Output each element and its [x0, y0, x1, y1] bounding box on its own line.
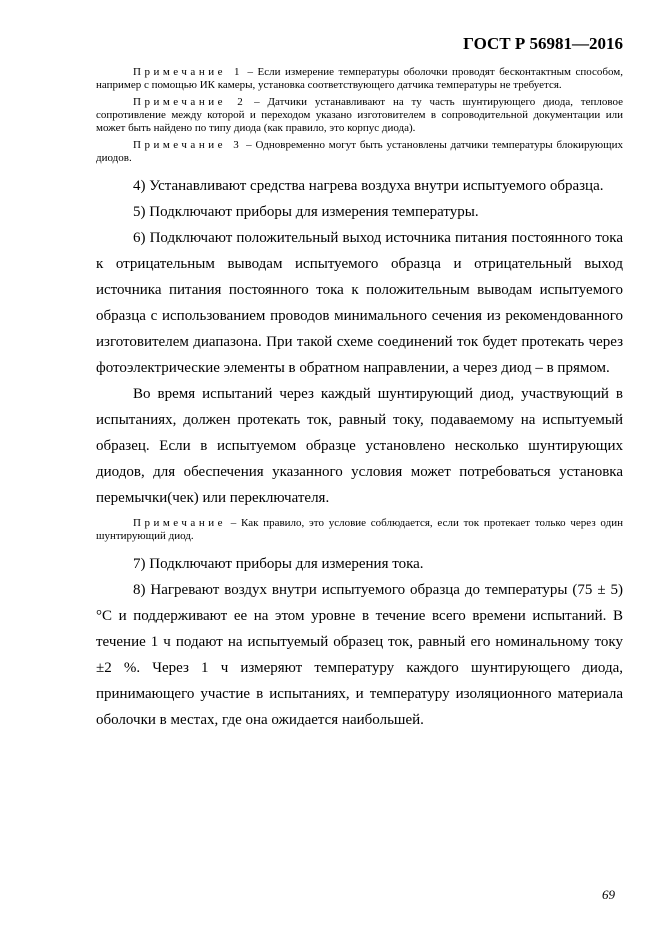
- note-text: Датчики устанавливают на ту часть шунтирующего диода, тепловое сопротивление между которой и переходом указано изготовителем в сопроводительной документации или может быть найдено по типу диода (как правило, это корпус диода).: [96, 96, 623, 134]
- note-dash: –: [242, 139, 256, 151]
- page-body: [96, 66, 623, 733]
- note-dash: –: [225, 517, 242, 529]
- note-middle: [96, 517, 623, 543]
- document-header: ГОСТ Р 56981—2016: [463, 34, 623, 53]
- step-5: 5) Подключают приборы для измерения температуры.: [133, 204, 479, 220]
- note-label: Примечание: [133, 517, 226, 529]
- step-8: 8) Нагревают воздух внутри испытуемого образца до температуры (75 ± 5) °С и поддерживают ее на этом уровне в течение всего времени испытаний. В течение 1 ч подают на испытуемый образец ток, равный его номинальному току ±2 %. Через 1 ч измеряют температуру каждого шунтирующего диода, принимающего участие в испытаниях, и температуру изоляционного материала оболочки в местах, где она ожидается наибольшей.: [96, 582, 623, 728]
- note-3: [96, 139, 623, 165]
- note-dash: –: [246, 96, 268, 108]
- paragraph-diode-current: Во время испытаний через каждый шунтирующий диод, участвующий в испытаниях, должен протекать ток, равный току, подаваемому на испытуемый образец. Если в испытуемом образце установлено несколько шунтирующих диодов, для обеспечения указанного условия может потребоваться установка перемычки(чек) или переключателя.: [96, 386, 623, 506]
- note-text: Как правило, это условие соблюдается, если ток протекает только через один шунтирующий диод.: [96, 517, 623, 542]
- note-text: Одновременно могут быть установлены датчики температуры блокирующих диодов.: [96, 139, 623, 164]
- step-4: 4) Устанавливают средства нагрева воздуха внутри испытуемого образца.: [133, 178, 604, 194]
- note-label: Примечание 2: [133, 96, 247, 108]
- note-label: Примечание 1: [133, 66, 243, 78]
- note-dash: –: [243, 66, 258, 78]
- note-1: [96, 66, 623, 92]
- step-6: 6) Подключают положительный выход источника питания постоянного тока к отрицательным выводам испытуемого образца и отрицательный выход источника питания постоянного тока к положительным выводам испытуемого образца с использованием проводов минимального сечения из рекомендованного изготовителем диапазона. При такой схеме соединений ток будет протекать через фотоэлектрические элементы в обратном направлении, а через диод – в прямом.: [96, 230, 623, 376]
- step-7: 7) Подключают приборы для измерения тока.: [133, 556, 424, 572]
- page-number: 69: [602, 887, 615, 902]
- note-2: [96, 96, 623, 135]
- note-label: Примечание 3: [133, 139, 243, 151]
- note-text: Если измерение температуры оболочки проводят бесконтактным способом, например с помощью ИК камеры, установка соответствующего датчика температуры не требуется.: [96, 66, 623, 91]
